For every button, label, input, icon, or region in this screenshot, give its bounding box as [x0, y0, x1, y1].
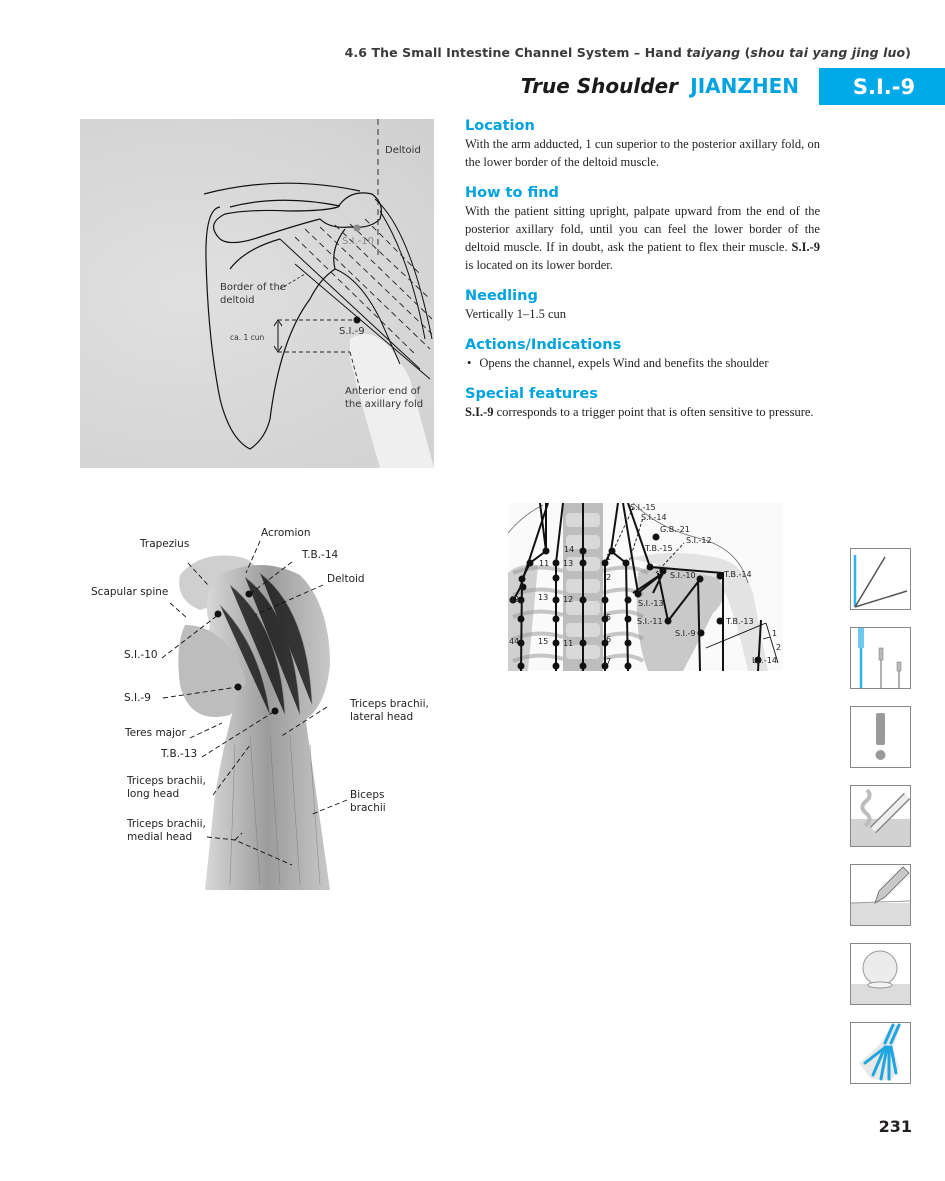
running-head-prefix: 4.6 The Small Intestine Channel System – Hand: [344, 45, 687, 60]
running-head-suffix: ): [905, 45, 911, 60]
label-border-deltoid: [220, 281, 286, 307]
ch-label-v5: 5: [606, 613, 612, 622]
label-deltoid: Deltoid: [327, 573, 365, 585]
how-to-find-main: With the patient sitting upright, palpate upward from the end of the posterior axillary fold, until you can feel the lower border of the deltoid muscle. If in doubt, ask the patient to flex their muscle.: [465, 204, 820, 254]
ch-label-si14: S.I.-14: [641, 513, 667, 522]
section-location: [465, 117, 820, 171]
ch-label-si12: S.I.-12: [686, 536, 712, 545]
actions-bullet-text: Opens the channel, expels Wind and benefits the shoulder: [479, 356, 769, 370]
heading-special: Special features: [465, 386, 598, 402]
heading-actions: Actions/Indications: [465, 337, 622, 353]
special-code: S.I.-9: [465, 405, 494, 419]
label-anterior-line1: Anterior end of: [345, 386, 421, 397]
ch-label-n11b: 11: [563, 639, 574, 648]
label-teres-major: Teres major: [125, 727, 186, 739]
hand-skeleton-icon: [850, 1022, 911, 1084]
label-anterior-axillary: [345, 385, 423, 411]
ch-label-n15: 15: [538, 637, 549, 646]
special-after: corresponds to a trigger point that is often sensitive to pressure.: [493, 405, 814, 419]
label-si10: S.I.-10: [342, 236, 374, 247]
ch-label-si11: S.I.-11: [637, 617, 663, 626]
technique-icon-column: [850, 548, 911, 1101]
heading-needling: Needling: [465, 288, 538, 304]
label-tb14: T.B.-14: [302, 549, 339, 561]
text-needling: Vertically 1–1.5 cun: [465, 307, 567, 321]
section-how-to-find: [465, 184, 820, 274]
needle-angles-icon: [850, 548, 911, 610]
ch-label-n2: 2: [776, 643, 782, 652]
point-pinyin-name: JIANZHEN: [690, 74, 799, 98]
label-border-line2: deltoid: [220, 295, 255, 306]
label-anterior-line2: the axillary fold: [345, 399, 424, 410]
ch-label-si9: S.I.-9: [675, 629, 696, 638]
heading-how-to-find: How to find: [465, 185, 559, 201]
label-trapezius: Trapezius: [140, 538, 190, 550]
how-to-find-after: is located on its lower border.: [465, 258, 613, 272]
label-biceps: [350, 789, 386, 815]
section-actions: [465, 336, 820, 372]
bleeding-needle-icon: [850, 864, 911, 926]
label-triceps-lateral-1: Triceps brachii,: [350, 698, 429, 710]
label-si10: S.I.-10: [124, 649, 158, 661]
ch-label-n44: 44: [509, 637, 520, 646]
shoulder-photo-figure: [80, 119, 434, 468]
point-description: [465, 117, 820, 434]
label-triceps-lateral-2: lateral head: [350, 711, 414, 723]
ch-label-tb13: T.B.-13: [726, 617, 754, 626]
actions-bullet-item: [465, 354, 820, 372]
label-triceps-medial-1: Triceps brachii,: [127, 818, 206, 830]
ch-label-li14: L.I.-14: [752, 656, 777, 665]
ch-label-n14: 14: [564, 545, 575, 554]
label-si9: S.I.-9: [124, 692, 151, 704]
ch-label-v7: 7: [606, 657, 612, 666]
label-si9: S.I.-9: [339, 326, 365, 337]
how-to-find-code: S.I.-9: [791, 240, 821, 254]
section-needling: [465, 287, 820, 323]
channel-diagram: [508, 503, 783, 671]
text-location: With the arm adducted, 1 cun superior to the posterior axillary fold, on the lower border of the deltoid muscle.: [465, 137, 820, 169]
ch-label-si10: S.I.-10: [670, 571, 696, 580]
label-scapular-spine: Scapular spine: [91, 586, 169, 598]
label-tb13: T.B.-13: [161, 748, 198, 760]
label-border-line1: Border of the: [220, 282, 286, 293]
point-code-badge: S.I.-9: [819, 68, 945, 105]
point-english-name: True Shoulder: [520, 74, 678, 98]
text-special: [465, 403, 820, 421]
label-triceps-lateral: [350, 698, 429, 724]
ch-label-v1: 1: [606, 553, 612, 562]
ch-label-n42: 42: [509, 595, 520, 604]
ch-label-si15: S.I.-15: [630, 503, 656, 512]
ch-label-si13: S.I.-13: [638, 599, 664, 608]
ch-label-n12: 12: [563, 595, 574, 604]
ch-label-v6: 6: [606, 635, 612, 644]
moxibustion-icon: [850, 785, 911, 847]
ch-label-n13a: 13: [563, 559, 574, 568]
cupping-icon: [850, 943, 911, 1005]
title-row: [0, 68, 945, 106]
label-deltoid: Deltoid: [385, 145, 421, 156]
text-how-to-find: [465, 202, 820, 274]
ch-label-n13b: 13: [538, 593, 549, 602]
label-triceps-long-1: Triceps brachii,: [127, 775, 206, 787]
label-triceps-medial-2: medial head: [127, 831, 193, 843]
running-head-italic-1: taiyang: [686, 45, 741, 60]
running-head-italic-2: shou tai yang jing luo: [750, 45, 906, 60]
label-triceps-long-2: long head: [127, 788, 180, 800]
back-channel-drawing: [508, 503, 783, 671]
ch-label-tb14: T.B.-14: [724, 570, 752, 579]
ch-label-tb15: T.B.-15: [645, 544, 673, 553]
section-special: [465, 385, 820, 421]
ch-label-n11: 11: [539, 559, 550, 568]
page-number: 231: [878, 1117, 912, 1136]
label-biceps-1: Biceps: [350, 789, 385, 801]
anatomy-figure: [80, 515, 440, 890]
needle-depth-icon: [850, 627, 911, 689]
bullet-icon: •: [467, 356, 472, 370]
label-triceps-long: [127, 775, 206, 801]
caution-icon: [850, 706, 911, 768]
running-head: [345, 45, 911, 60]
running-head-mid: (: [740, 45, 751, 60]
label-acromion: Acromion: [261, 527, 311, 539]
heading-location: Location: [465, 118, 535, 134]
ch-label-gb21: G.B.-21: [660, 525, 690, 534]
label-biceps-2: brachii: [350, 802, 386, 814]
ch-label-v2: 2: [606, 573, 612, 582]
label-ca-1-cun: ca. 1 cun: [230, 333, 265, 342]
label-triceps-medial: [127, 818, 206, 844]
ch-label-n1: 1: [772, 629, 778, 638]
